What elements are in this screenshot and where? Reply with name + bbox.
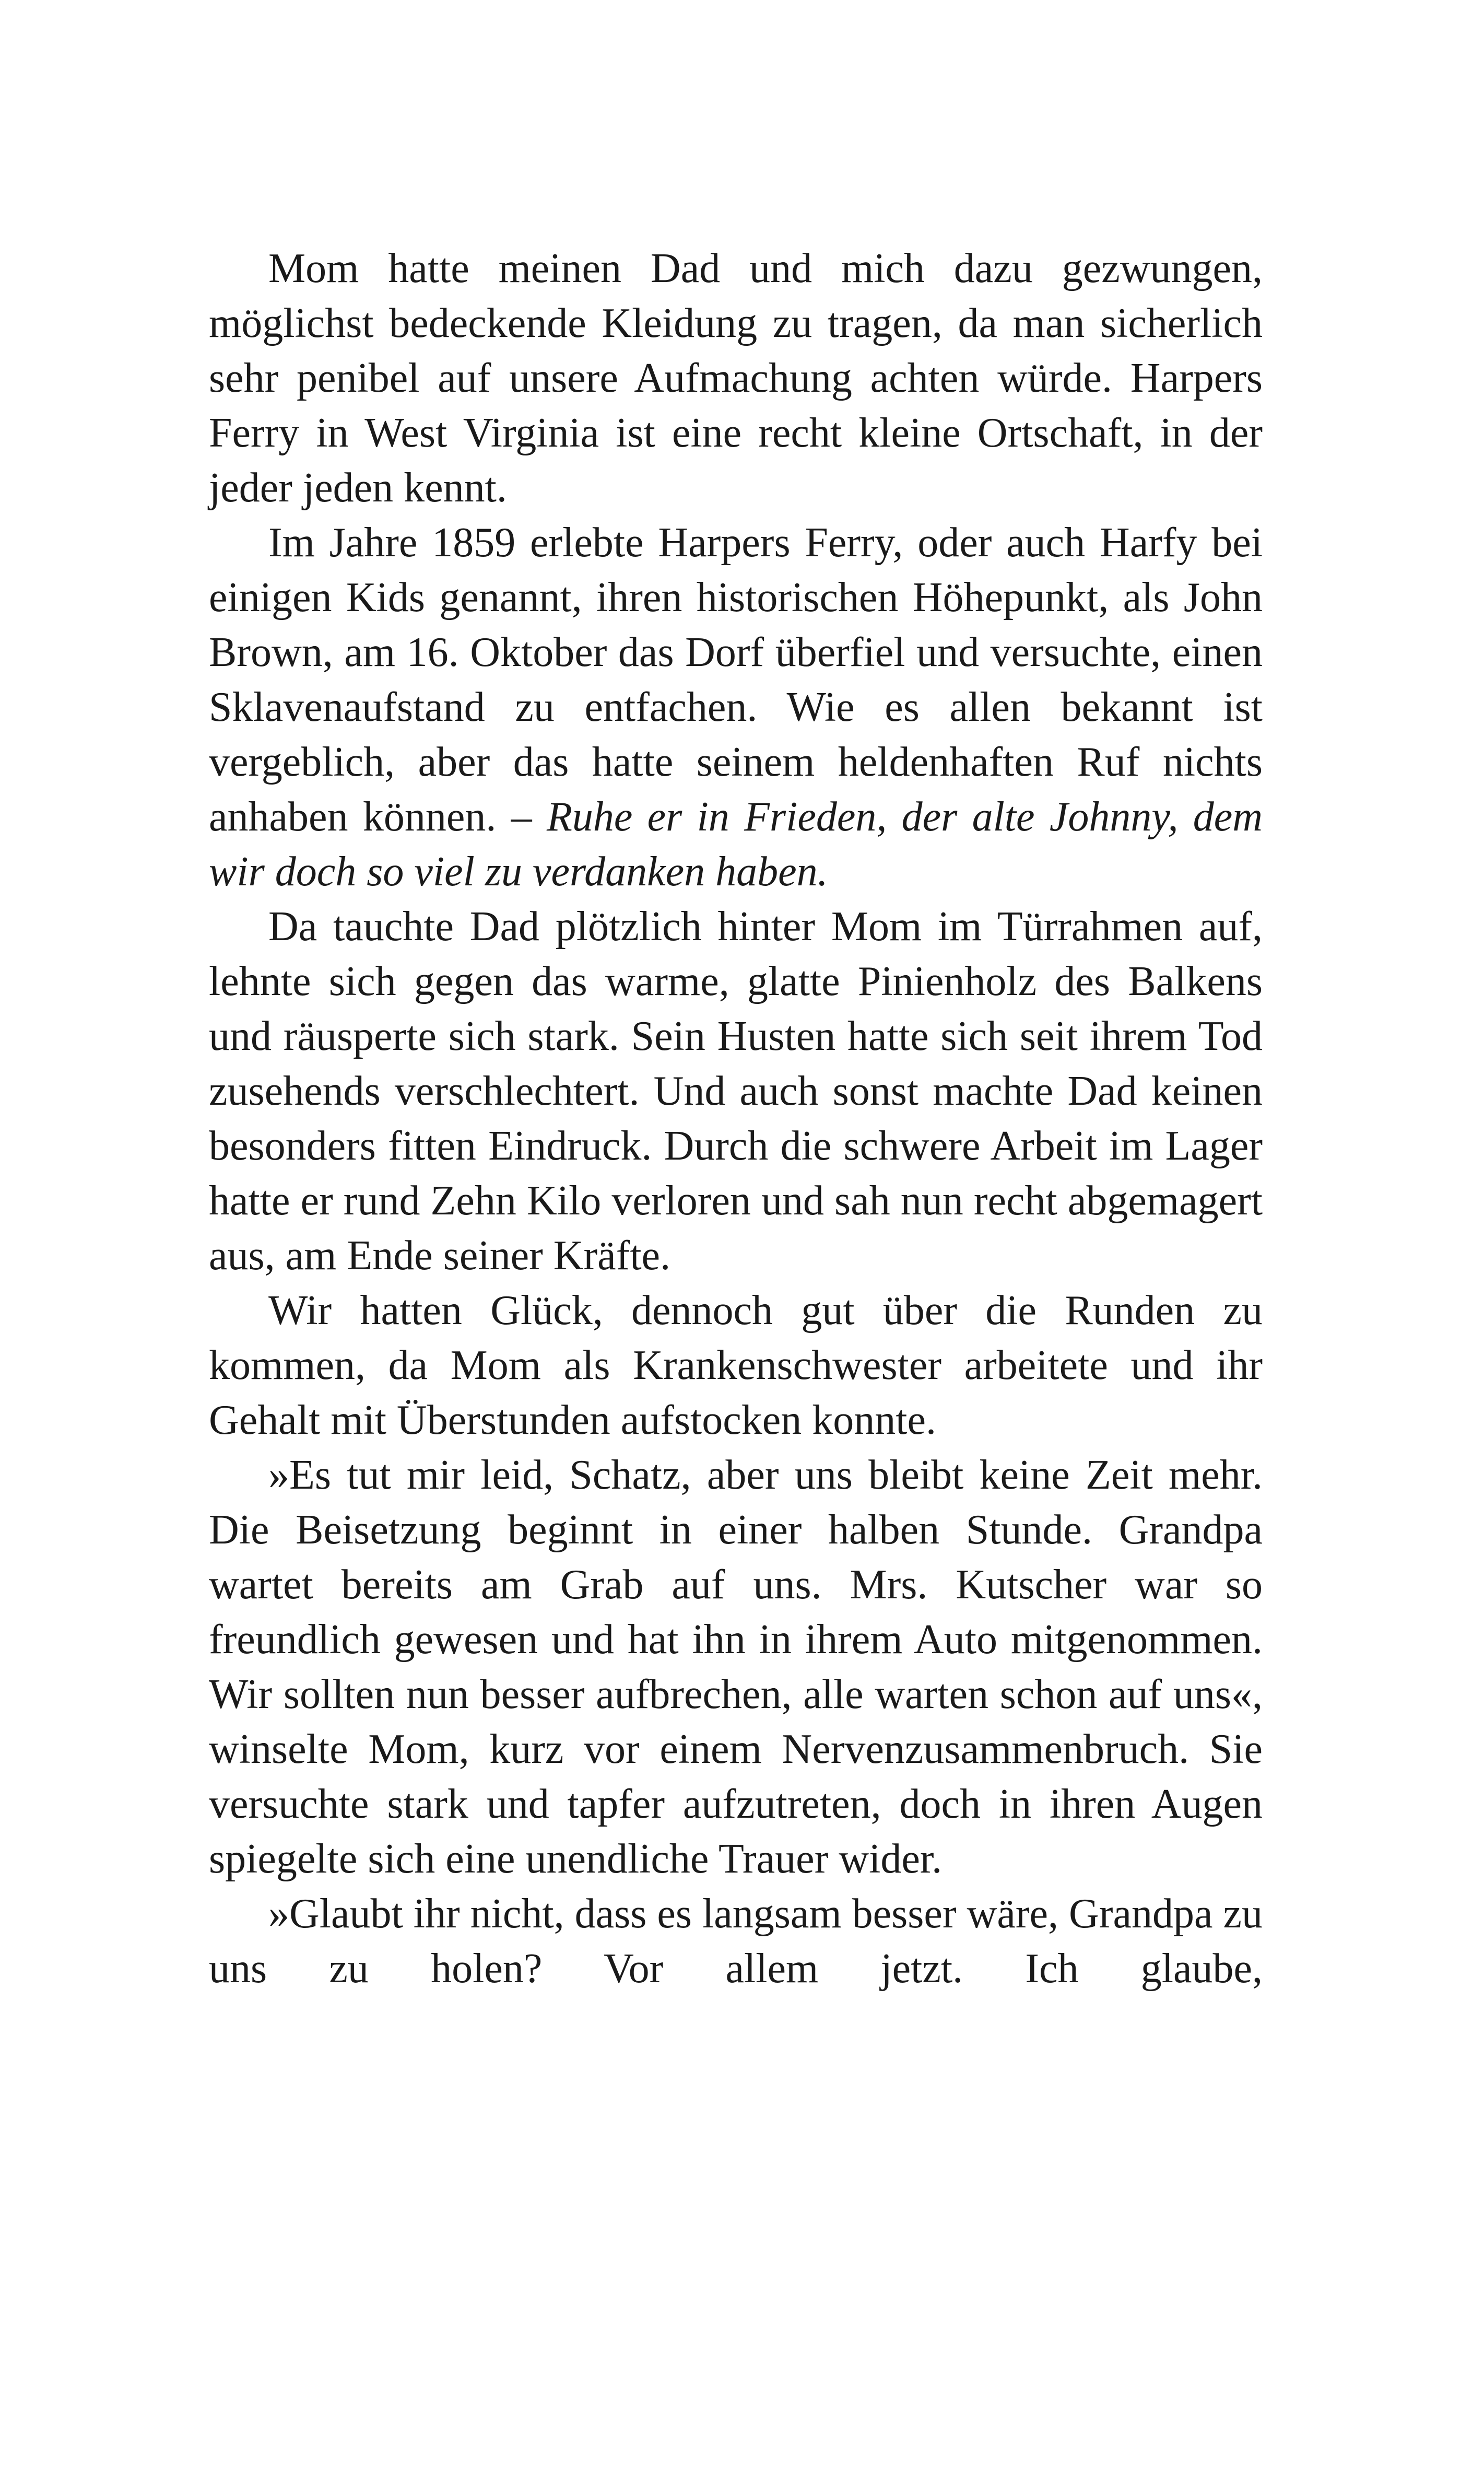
paragraph-grandpa-question: [209, 1887, 1263, 1996]
paragraph-clothing: [209, 241, 1263, 516]
paragraph-text: Im Jahre 1859 erlebte Harpers Ferry, oder auch Harfy bei einigen Kids genannt, ihren historischen Höhepunkt, als John Brown, am 16. Oktober das Dorf überfiel und versuchte, einen Sklavenaufstand zu entfachen. Wie es allen bekannt ist vergeblich, aber das hatte seinem heldenhaften Ruf nichts anhaben können.: [209, 520, 1263, 840]
paragraph-luck: [209, 1283, 1263, 1448]
book-page: [209, 241, 1263, 1996]
paragraph-text: »Es tut mir leid, Schatz, aber uns bleibt keine Zeit mehr. Die Beisetzung beginnt in einer halben Stunde. Grandpa wartet bereits am Grab auf uns. Mrs. Kutscher war so freundlich gewesen und hat ihn in ihrem Auto mitgenommen. Wir sollten nun besser aufbrechen, alle warten schon auf uns«, winselte Mom, kurz vor einem Nervenzusammenbruch. Sie versuchte stark und tapfer aufzutreten, doch in ihren Augen spiegelte sich eine unendliche Trauer wider.: [209, 1452, 1263, 1882]
paragraph-text: »Glaubt ihr nicht, dass es langsam besser wäre, Grandpa zu uns zu holen? Vor allem jetzt. Ich glaube,: [209, 1891, 1263, 1992]
paragraph-mom-dialogue: [209, 1448, 1263, 1887]
paragraph-text: Da tauchte Dad plötzlich hinter Mom im Türrahmen auf, lehnte sich gegen das warme, glatte Pinienholz des Balkens und räusperte sich stark. Sein Husten hatte sich seit ihrem Tod zusehends verschlechtert. Und auch sonst machte Dad keinen besonders fitten Eindruck. Durch die schwere Arbeit im Lager hatte er rund Zehn Kilo verloren und sah nun recht abgemagert aus, am Ende seiner Kräfte.: [209, 904, 1263, 1279]
italic-remark: – Ruhe er in Frieden, der alte Johnny, dem wir doch so viel zu verdanken haben.: [209, 794, 1263, 895]
paragraph-text: Wir hatten Glück, dennoch gut über die Runden zu kommen, da Mom als Krankenschwester arbeitete und ihr Gehalt mit Überstunden aufstocken konnte.: [209, 1288, 1263, 1443]
paragraph-text: Mom hatte meinen Dad und mich dazu gezwungen, möglichst bedeckende Kleidung zu tragen, da man sicherlich sehr penibel auf unsere Aufmachung achten würde. Harpers Ferry in West Virginia ist eine recht kleine Ortschaft, in der jeder jeden kennt.: [209, 245, 1263, 511]
paragraph-dad: [209, 899, 1263, 1283]
paragraph-history: [209, 516, 1263, 899]
